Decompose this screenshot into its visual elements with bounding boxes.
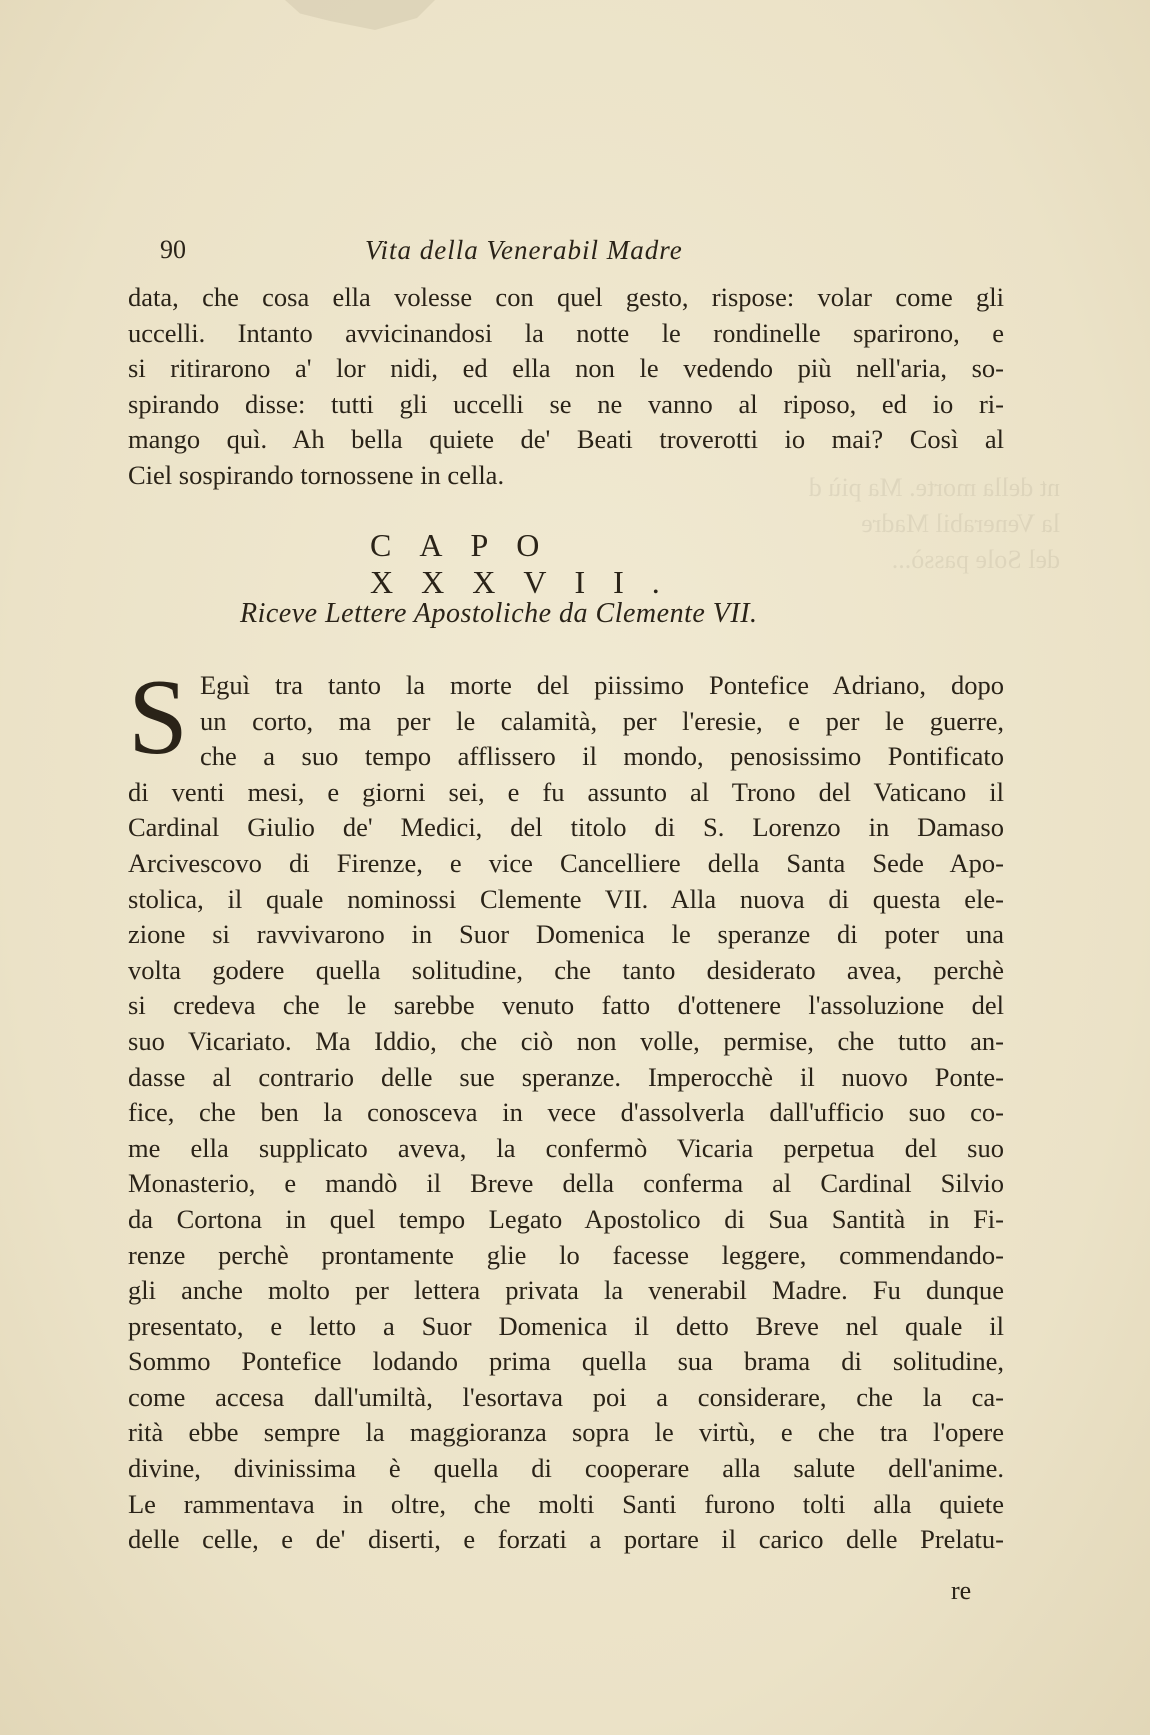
text-line: si credeva che le sarebbe venuto fatto d'ottenere l'assoluzione del [128,990,1004,1021]
torn-edge [285,0,435,30]
text-line: delle celle, e de' diserti, e forzati a portare il carico delle Prelatu- [128,1524,1004,1555]
chapter-subtitle: Riceve Lettere Apostoliche da Clemente VII. [240,598,758,629]
running-title: Vita della Venerabil Madre [365,235,683,265]
text-line: come accesa dall'umiltà, l'esortava poi a considerare, che la ca- [128,1381,1004,1412]
text-line: fice, che ben la conosceva in vece d'assolverla dall'ufficio suo co- [128,1097,1004,1128]
text-line: da Cortona in quel tempo Legato Apostolico di Sua Santità in Fi- [128,1203,1004,1234]
text-line: divine, divinissima è quella di cooperare alla salute dell'anime. [128,1453,1004,1484]
text-line: Sommo Pontefice lodando prima quella sua brama di solitudine, [128,1346,1004,1377]
text-line: Monasterio, e mandò il Breve della conferma al Cardinal Silvio [128,1168,1004,1199]
text-line: si ritirarono a' lor nidi, ed ella non le vedendo più nell'aria, so- [128,353,1004,384]
text-line: Cardinal Giulio de' Medici, del titolo di S. Lorenzo in Damaso [128,812,1004,843]
text-line: spirando disse: tutti gli uccelli se ne vanno al riposo, ed io ri- [128,388,1004,419]
text-line: che a suo tempo afflissero il mondo, penosissimo Pontificato [200,741,1004,772]
text-line: volta godere quella solitudine, che tanto desiderato avea, perchè [128,954,1004,985]
text-line: Le rammentava in oltre, che molti Santi furono tolti alla quiete [128,1488,1004,1519]
show-through-text: nt della morte. Ma più d la Venerabil Madre del Sole passò... [808,473,1060,574]
running-head [160,235,1000,269]
paragraph-continued [128,280,1004,494]
text-line: un corto, ma per le calamità, per l'eresie, e per le guerre, [200,705,1004,736]
text-line: dasse al contrario delle sue speranze. Imperocchè il nuovo Ponte- [128,1061,1004,1092]
text-line: di venti mesi, e giorni sei, e fu assunto al Trono del Vaticano il [128,776,1004,807]
text-line: stolica, il quale nominossi Clemente VII. Alla nuova di questa ele- [128,883,1004,914]
text-line: presentato, e letto a Suor Domenica il detto Breve nel quale il [128,1310,1004,1341]
text-line: data, che cosa ella volesse con quel gesto, rispose: volar come gli [128,282,1004,312]
text-line: Eguì tra tanto la morte del piissimo Pontefice Adriano, dopo [200,670,1004,700]
chapter-heading: CAPO XXXVII. [370,527,688,600]
drop-cap: S [128,658,189,777]
text-line: zione si ravvivarono in Suor Domenica le speranze di poter una [128,919,1004,950]
catchword: re [951,1576,972,1605]
text-line: mango quì. Ah bella quiete de' Beati troverotti io mai? Così al [128,424,1004,455]
text-line: me ella supplicato aveva, la confermò Vicaria perpetua del suo [128,1132,1004,1163]
text-line: Ciel sospirando tornossene in cella. [128,459,505,490]
text-line: uccelli. Intanto avvicinandosi la notte le rondinelle sparirono, e [128,317,1004,348]
text-line: suo Vicariato. Ma Iddio, che ciò non volle, permise, che tutto an- [128,1025,1004,1056]
text-line: Arcivescovo di Firenze, e vice Cancelliere della Santa Sede Apo- [128,847,1004,878]
text-line: rità ebbe sempre la maggioranza sopra le virtù, e che tra l'opere [128,1417,1004,1448]
text-line: gli anche molto per lettera privata la venerabil Madre. Fu dunque [128,1275,1004,1306]
text-line: renze perchè prontamente glie lo facesse leggere, commendando- [128,1239,1004,1270]
chapter-body [128,658,1004,1558]
page-number: 90 [160,235,186,264]
